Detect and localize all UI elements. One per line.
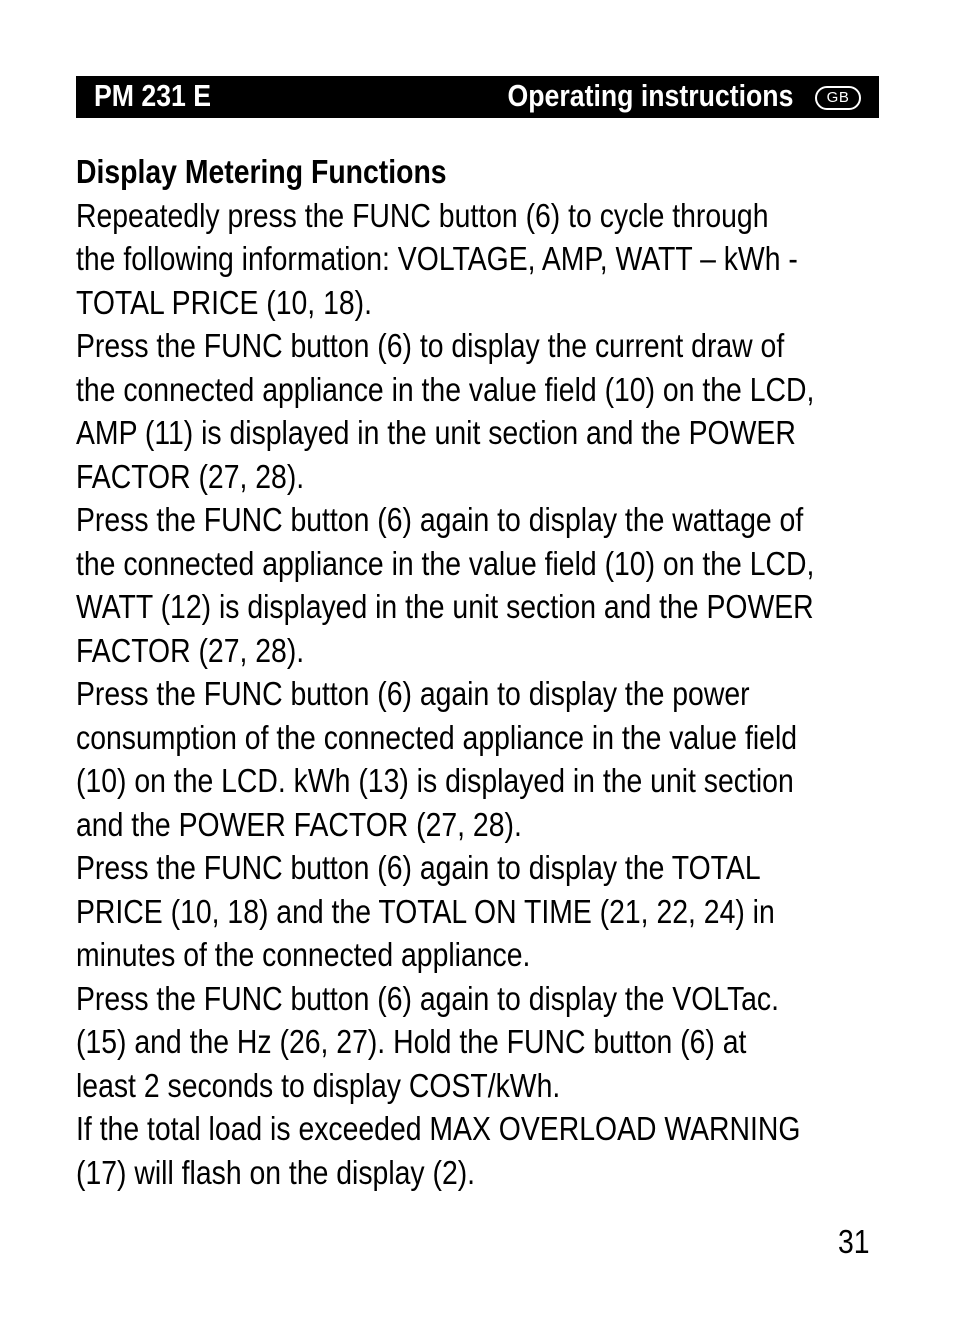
- text-line: and the POWER FACTOR (27, 28).: [76, 805, 522, 843]
- paragraph-kwh: [76, 672, 936, 846]
- text-line: consumption of the connected appliance in the value field: [76, 718, 798, 756]
- text-line: FACTOR (27, 28).: [76, 631, 305, 669]
- page-content: [76, 150, 936, 1194]
- paragraph-voltage-hz: [76, 977, 936, 1108]
- section-title: Display Metering Functions: [76, 153, 447, 190]
- text-line: minutes of the connected appliance.: [76, 936, 531, 973]
- text-line: If the total load is exceeded MAX OVERLOAD WARNING: [76, 1110, 801, 1147]
- text-line: Press the FUNC button (6) again to display the TOTAL: [76, 849, 761, 886]
- text-line: the connected appliance in the value field (10) on the LCD,: [76, 544, 815, 582]
- text-line: Repeatedly press the FUNC button (6) to cycle through: [76, 196, 769, 234]
- paragraph-cycle-info: [76, 194, 936, 325]
- text-line: Press the FUNC button (6) again to display the wattage of: [76, 501, 804, 538]
- text-line: Press the FUNC button (6) again to display the VOLTac.: [76, 979, 780, 1017]
- paragraph-watt: [76, 498, 936, 672]
- text-line: Press the FUNC button (6) again to display the power: [76, 675, 750, 712]
- text-line: the following information: VOLTAGE, AMP, WATT – kWh -: [76, 240, 798, 277]
- text-line: (15) and the Hz (26, 27). Hold the FUNC button (6) at: [76, 1023, 747, 1060]
- text-line: Press the FUNC button (6) to display the current draw of: [76, 327, 785, 364]
- document-title: Operating instructions: [507, 78, 793, 113]
- text-line: (17) will flash on the display (2).: [76, 1153, 476, 1191]
- text-line: PRICE (10, 18) and the TOTAL ON TIME (21, 22, 24) in: [76, 892, 775, 930]
- header-bar: [76, 76, 879, 118]
- text-line: AMP (11) is displayed in the unit section and the POWER: [76, 414, 796, 451]
- text-line: WATT (12) is displayed in the unit section and the POWER: [76, 588, 814, 625]
- text-line: TOTAL PRICE (10, 18).: [76, 283, 372, 321]
- language-badge: GB: [815, 86, 861, 110]
- model-name: PM 231 E: [94, 78, 212, 113]
- text-line: least 2 seconds to display COST/kWh.: [76, 1066, 561, 1104]
- paragraph-total-price: [76, 846, 936, 977]
- text-line: the connected appliance in the value field (10) on the LCD,: [76, 370, 815, 408]
- paragraph-overload: [76, 1107, 936, 1194]
- text-line: FACTOR (27, 28).: [76, 457, 305, 495]
- text-line: (10) on the LCD. kWh (13) is displayed in the unit section: [76, 762, 794, 799]
- paragraph-amp: [76, 324, 936, 498]
- page-number: 31: [838, 1223, 870, 1260]
